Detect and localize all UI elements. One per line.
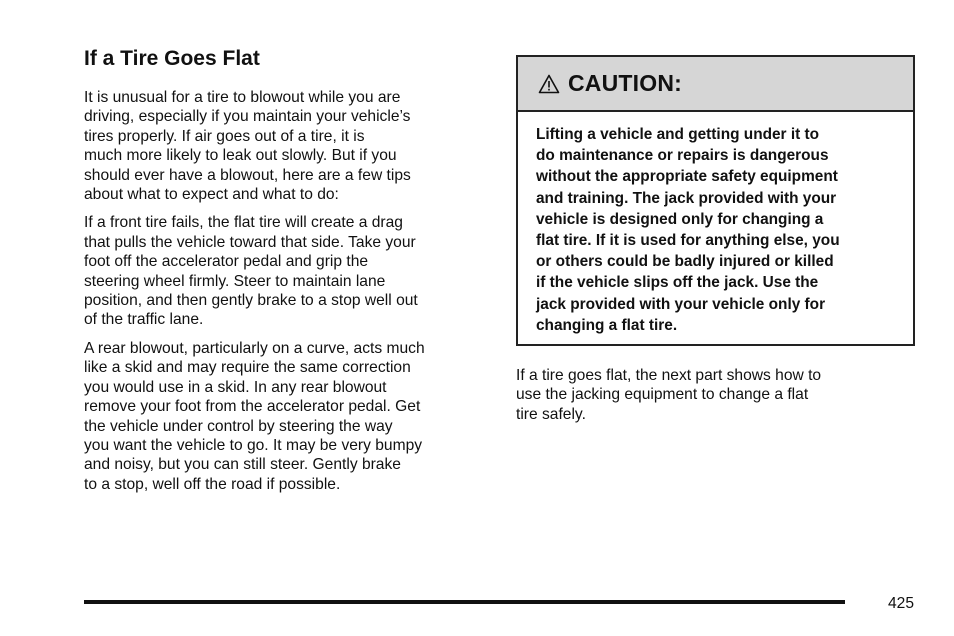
footer-rule xyxy=(84,600,845,604)
caution-box xyxy=(516,55,915,346)
section-title: If a Tire Goes Flat xyxy=(84,47,260,70)
followup-paragraph: If a tire goes flat, the next part shows how to use the jacking equipment to change a flat tire safely. xyxy=(516,367,822,423)
warning-triangle-icon xyxy=(538,74,560,94)
caution-text: Lifting a vehicle and getting under it to do maintenance or repairs is dangerous without the appropriate safety equipment and training. The jack provided with your vehicle is designed only for changing a flat tire. If it is used for anything else, you or others could be badly injured or killed if the vehicle slips off the jack. Use the jack provided with your vehicle only for changing a flat tire. xyxy=(536,126,840,334)
paragraph-front-tire: If a front tire fails, the flat tire will create a drag that pulls the vehicle toward that side. Take your foot off the accelerator pedal and grip the steering wheel firmly. Steer to maintain lane position, and then gently brake to a stop well out of the traffic lane. xyxy=(84,214,418,329)
page-number: 425 xyxy=(888,595,915,612)
main-column xyxy=(84,46,484,503)
caution-header xyxy=(518,57,913,112)
paragraph-rear-blowout: A rear blowout, particularly on a curve, acts much like a skid and may require the same correction you would use in a skid. In any rear blowout remove your foot from the accelerator pedal. Get the vehicle under control by steering the way you want the vehicle to go. It may be very bumpy and noisy, but you can still steer. Gently brake to a stop, well off the road if possible. xyxy=(84,339,425,493)
caution-title: CAUTION: xyxy=(568,70,683,96)
paragraph-intro: It is unusual for a tire to blowout while you are driving, especially if you maintain your vehicle’s tires properly. If air goes out of a tire, it is much more likely to leak out slowly. But if you should ever have a blowout, here are a few tips about what to expect and what to do: xyxy=(84,89,411,204)
